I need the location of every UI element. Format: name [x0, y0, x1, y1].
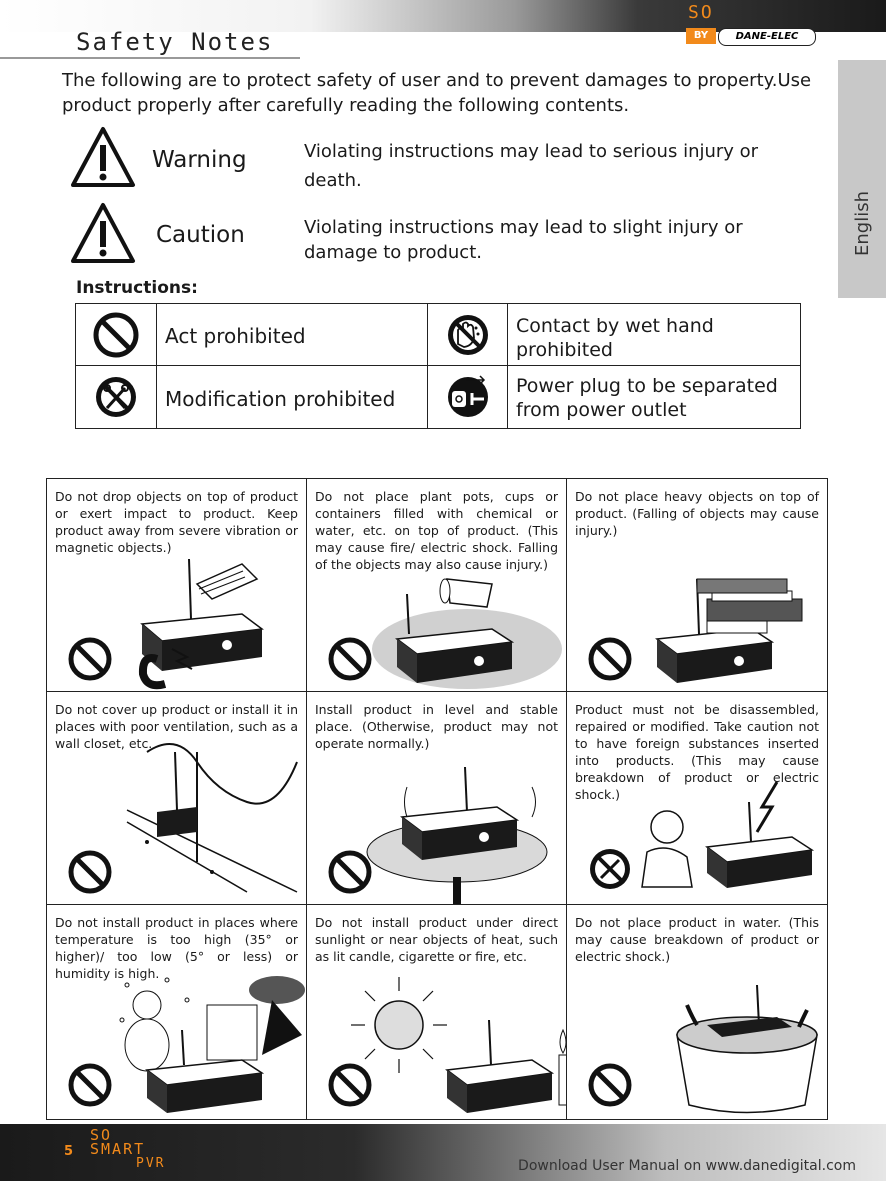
modification-prohibited-icon: [76, 366, 156, 428]
note-text: Do not install product in places where temperature is too high (35° or higher)/ too low (5° or less) or humidity is high.: [55, 915, 298, 981]
note-text: Do not place plant pots, cups or containers filled with chemical or water, etc. on top of product. (This may cause fire/ electric shock. Falling of the objects may also cause injury.): [315, 489, 558, 572]
instruction-label-cell: [508, 366, 800, 428]
title-underline: [0, 57, 300, 59]
caution-icon: [70, 201, 136, 265]
warning-label: Warning: [152, 147, 247, 173]
instruction-label: Modification prohibited: [165, 387, 396, 411]
language-tab-label: English: [852, 191, 873, 256]
brand-so: SO: [688, 2, 714, 23]
note-text: Do not place heavy objects on top of product. (Falling of objects may cause injury.): [575, 489, 819, 538]
note-cell: [567, 479, 827, 692]
water-illustration: [567, 905, 827, 1119]
note-text: Do not cover up product or install it in places with poor ventilation, such as a wall closet, etc.: [55, 702, 298, 751]
instruction-label: Power plug to be separated from power outlet: [516, 375, 778, 421]
warning-description: Violating instructions may lead to serious injury or death.: [304, 141, 759, 191]
prohibited-icon: [76, 304, 156, 366]
page-number: 5: [64, 1144, 74, 1159]
instructions-table: [75, 303, 801, 429]
caution-description: Violating instructions may lead to slight injury or damage to product.: [304, 217, 743, 263]
note-text: Product must not be disassembled, repaired or modified. Take caution not to have foreign substances inserted into products. (This may cause breakdown of product or electric shock.): [575, 702, 819, 802]
brand-name: DANE-ELEC: [718, 28, 816, 46]
note-cell: [47, 692, 307, 905]
safety-notes-grid: [46, 478, 828, 1120]
warning-icon: [70, 125, 136, 189]
brand-by: BY: [686, 28, 716, 44]
logo-line1: SO: [90, 1126, 113, 1144]
instruction-icon-cell: [76, 366, 157, 428]
instructions-heading: Instructions:: [76, 278, 198, 298]
instruction-label-cell: [157, 366, 428, 428]
logo-line3: PVR: [136, 1156, 166, 1171]
liquid-containers-illustration: [307, 479, 567, 692]
instruction-icon-cell: [76, 304, 157, 366]
instruction-label-cell: [157, 304, 428, 366]
instruction-label: Contact by wet hand prohibited: [516, 315, 714, 361]
note-text: Do not install product under direct sunlight or near objects of heat, such as lit candle, cigarette or fire, etc.: [315, 915, 558, 964]
drop-objects-illustration: [47, 479, 307, 692]
instruction-icon-cell: [428, 366, 508, 428]
brand-logo: [668, 4, 818, 48]
instruction-label: Act prohibited: [165, 324, 306, 348]
disassembly-prohibited-illustration: [567, 692, 827, 905]
note-cell: [47, 479, 307, 692]
intro-text: The following are to protect safety of user and to prevent damages to property.Use product properly after carefully reading the following contents.: [62, 70, 812, 116]
logo-line2: SMART: [90, 1140, 146, 1158]
heat-sunlight-illustration: [307, 905, 567, 1119]
wet-hand-prohibited-icon: [428, 304, 508, 366]
language-tab: [838, 60, 886, 298]
unstable-surface-illustration: [307, 692, 567, 905]
instruction-label-cell: [508, 304, 800, 366]
instruction-icon-cell: [428, 304, 508, 366]
download-link-text: Download User Manual on www.danedigital.com: [518, 1158, 856, 1174]
note-cell: [567, 692, 827, 905]
so-smart-pvr-logo: [90, 1126, 200, 1176]
note-text: Do not drop objects on top of product or exert impact to product. Keep product away from severe vibration or magnetic objects.): [55, 489, 298, 555]
unplug-icon: [428, 366, 508, 428]
note-cell: [307, 692, 567, 905]
note-cell: [307, 905, 567, 1119]
page-title: Safety Notes: [76, 28, 274, 56]
note-cell: [47, 905, 307, 1119]
note-cell: [567, 905, 827, 1119]
note-text: Do not place product in water. (This may cause breakdown of product or electric shock.): [575, 915, 819, 964]
note-text: Install product in level and stable place. (Otherwise, product may not operate normally.): [315, 702, 558, 751]
note-cell: [307, 479, 567, 692]
caution-label: Caution: [156, 222, 245, 248]
heavy-objects-illustration: [567, 479, 827, 692]
